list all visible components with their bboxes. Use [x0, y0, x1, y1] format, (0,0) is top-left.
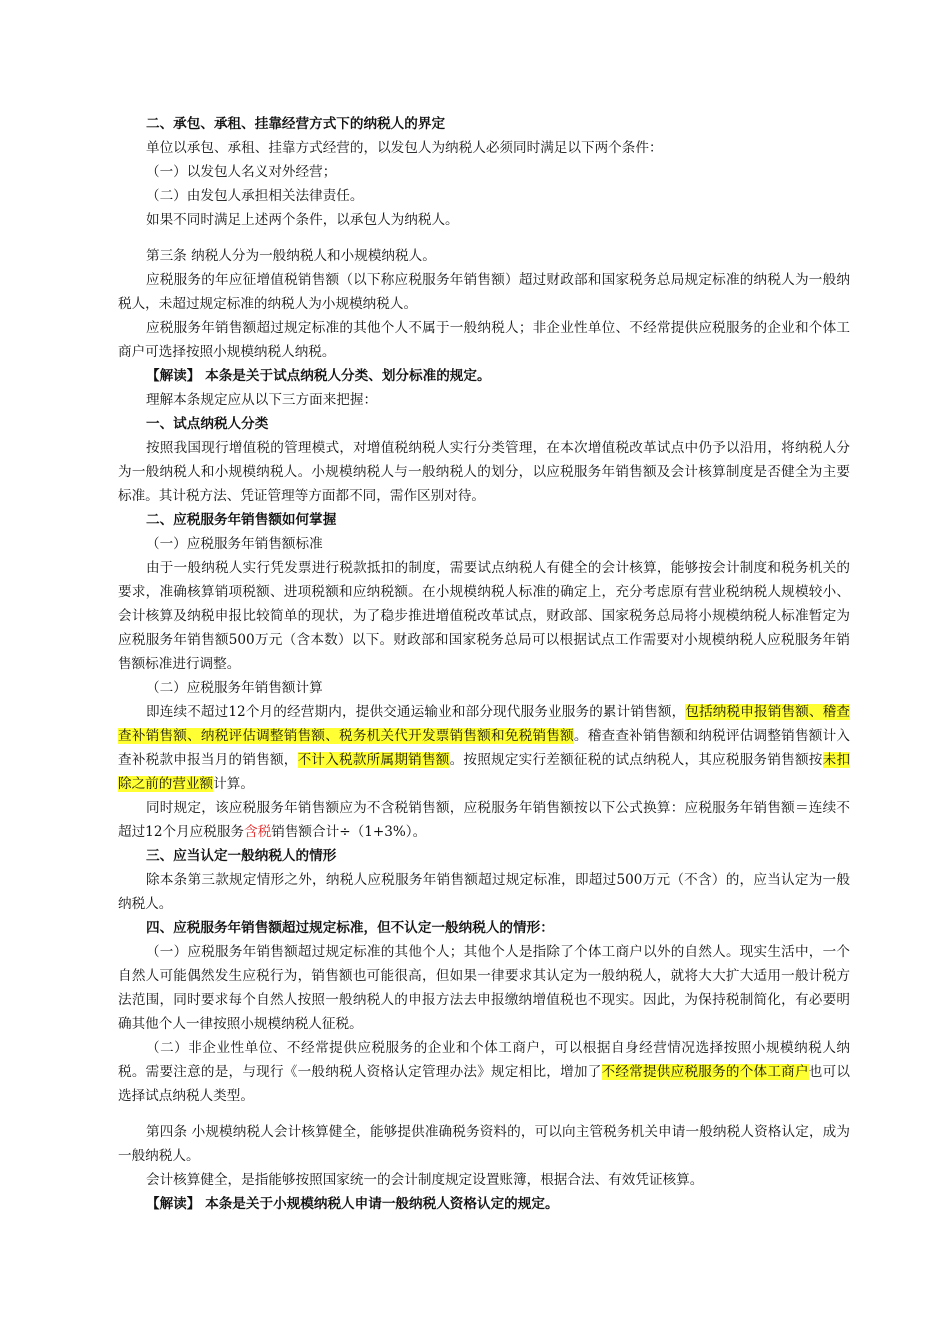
paragraph: 如果不同时满足上述两个条件，以承包人为纳税人。	[146, 212, 459, 228]
paragraph: 会计核算健全，是指能够按照国家统一的会计制度规定设置账簿，根据合法、有效凭证核算。	[146, 1172, 704, 1188]
paragraph: （二）由发包人承担相关法律责任。	[146, 188, 364, 204]
paragraph: 由于一般纳税人实行凭发票进行税款抵扣的制度，需要试点纳税人有健全的会计核算，能够按会计制度和税务机关的要求，准确核算销项税额、进项税额和应纳税额。在小规模纳税人标准的确定上，充分考虑原有营业税纳税人规模较小、会计核算及纳税申报比较简单的现状，为了稳步推进增值税改革试点，财政部、国家税务总局将小规模纳税人标准暂定为应税服务年销售额500万元（含本数）以下。财政部和国家税务总局可以根据试点工作需要对小规模纳税人应税服务年销售额标准进行调整。	[118, 560, 850, 672]
highlighted-text: 不计入税款所属期销售额	[297, 752, 450, 768]
red-text: 含税	[244, 824, 272, 840]
subsection-heading: （一）应税服务年销售额标准	[146, 536, 323, 552]
paragraph: 按照我国现行增值税的管理模式，对增值税纳税人实行分类管理，在本次增值税改革试点中仍予以沿用，将纳税人分为一般纳税人和小规模纳税人。小规模纳税人与一般纳税人的划分，以应税服务年销售额及会计核算制度是否健全为主要标准。其计税方法、凭证管理等方面都不同，需作区别对待。	[118, 440, 850, 504]
text-run: 同时规定，该应税服务年销售额应为不含税销售额，应税服务年销售额按以下公式换算：应税服务年销售额＝连续不超过12个月应税服务	[118, 800, 850, 840]
text-run: 。稽查查补销售额和纳税评估调整销售额计入查补税款申报当月的销售额，	[118, 728, 851, 768]
text-run: 也可以选择试点纳税人类型。	[118, 1064, 851, 1104]
paragraph	[118, 700, 850, 796]
paragraph	[118, 796, 850, 844]
text-run: 即连续不超过12个月的经营期内，提供交通运输业和部分现代服务业服务的累计销售额，	[146, 704, 686, 720]
section-heading: 二、应税服务年销售额如何掌握	[146, 512, 337, 528]
highlighted-text: 未扣除之前的营业额	[118, 752, 851, 792]
paragraph: 应税服务年销售额超过规定标准的其他个人不属于一般纳税人；非企业性单位、不经常提供应税服务的企业和个体工商户可选择按照小规模纳税人纳税。	[118, 320, 850, 360]
section-heading: 三、应当认定一般纳税人的情形	[146, 848, 337, 864]
article-text: 第四条 小规模纳税人会计核算健全，能够提供准确税务资料的，可以向主管税务机关申请一般纳税人资格认定，成为一般纳税人。	[118, 1124, 850, 1164]
paragraph: （一）应税服务年销售额超过规定标准的其他个人；其他个人是指除了个体工商户以外的自然人。现实生活中，一个自然人可能偶然发生应税行为，销售额也可能很高，但如果一律要求其认定为一般纳税人，就将大大扩大适用一般计税方法范围，同时要求每个自然人按照一般纳税人的申报方法去申报缴纳增值税也不现实。因此，为保持税制简化，有必要明确其他个人一律按照小规模纳税人征税。	[118, 944, 850, 1032]
text-run: （二）非企业性单位、不经常提供应税服务的企业和个体工商户，可以根据自身经营情况选择按照小规模纳税人纳税。需要注意的是，与现行《一般纳税人资格认定管理办法》规定相比，增加了	[118, 1040, 850, 1080]
paragraph: 应税服务的年应征增值税销售额（以下称应税服务年销售额）超过财政部和国家税务总局规定标准的纳税人为一般纳税人，未超过规定标准的纳税人为小规模纳税人。	[118, 272, 850, 312]
highlighted-text: 包括纳税申报销售额、稽查查补销售额、纳税评估调整销售额、税务机关代开发票销售额和免税销售额	[118, 704, 851, 744]
paragraph: 单位以承包、承租、挂靠方式经营的，以发包人为纳税人必须同时满足以下两个条件：	[146, 140, 663, 156]
paragraph: 除本条第三款规定情形之外，纳税人应税服务年销售额超过规定标准，即超过500万元（不含）的，应当认定为一般纳税人。	[118, 872, 850, 912]
text-run: 计算。	[213, 776, 254, 792]
section-heading: 二、承包、承租、挂靠经营方式下的纳税人的界定	[146, 116, 446, 132]
highlighted-text: 不经常提供应税服务的个体工商户	[601, 1064, 809, 1080]
paragraph: 理解本条规定应从以下三方面来把握：	[146, 392, 378, 408]
paragraph: （一）以发包人名义对外经营；	[146, 164, 337, 180]
document-page	[118, 112, 850, 1216]
text-run: 。按照规定实行差额征税的试点纳税人，其应税服务销售额按	[449, 752, 823, 768]
section-heading: 四、应税服务年销售额超过规定标准，但不认定一般纳税人的情形：	[146, 920, 554, 936]
text-run: 销售额合计÷（1+3%）。	[271, 824, 427, 840]
article-text: 第三条 纳税人分为一般纳税人和小规模纳税人。	[146, 248, 436, 264]
subsection-heading: （二）应税服务年销售额计算	[146, 680, 323, 696]
interpretation-heading: 【解读】 本条是关于试点纳税人分类、划分标准的规定。	[146, 368, 491, 384]
interpretation-heading: 【解读】 本条是关于小规模纳税人申请一般纳税人资格认定的规定。	[146, 1196, 559, 1212]
section-heading: 一、试点纳税人分类	[146, 416, 269, 432]
paragraph	[118, 1036, 850, 1108]
